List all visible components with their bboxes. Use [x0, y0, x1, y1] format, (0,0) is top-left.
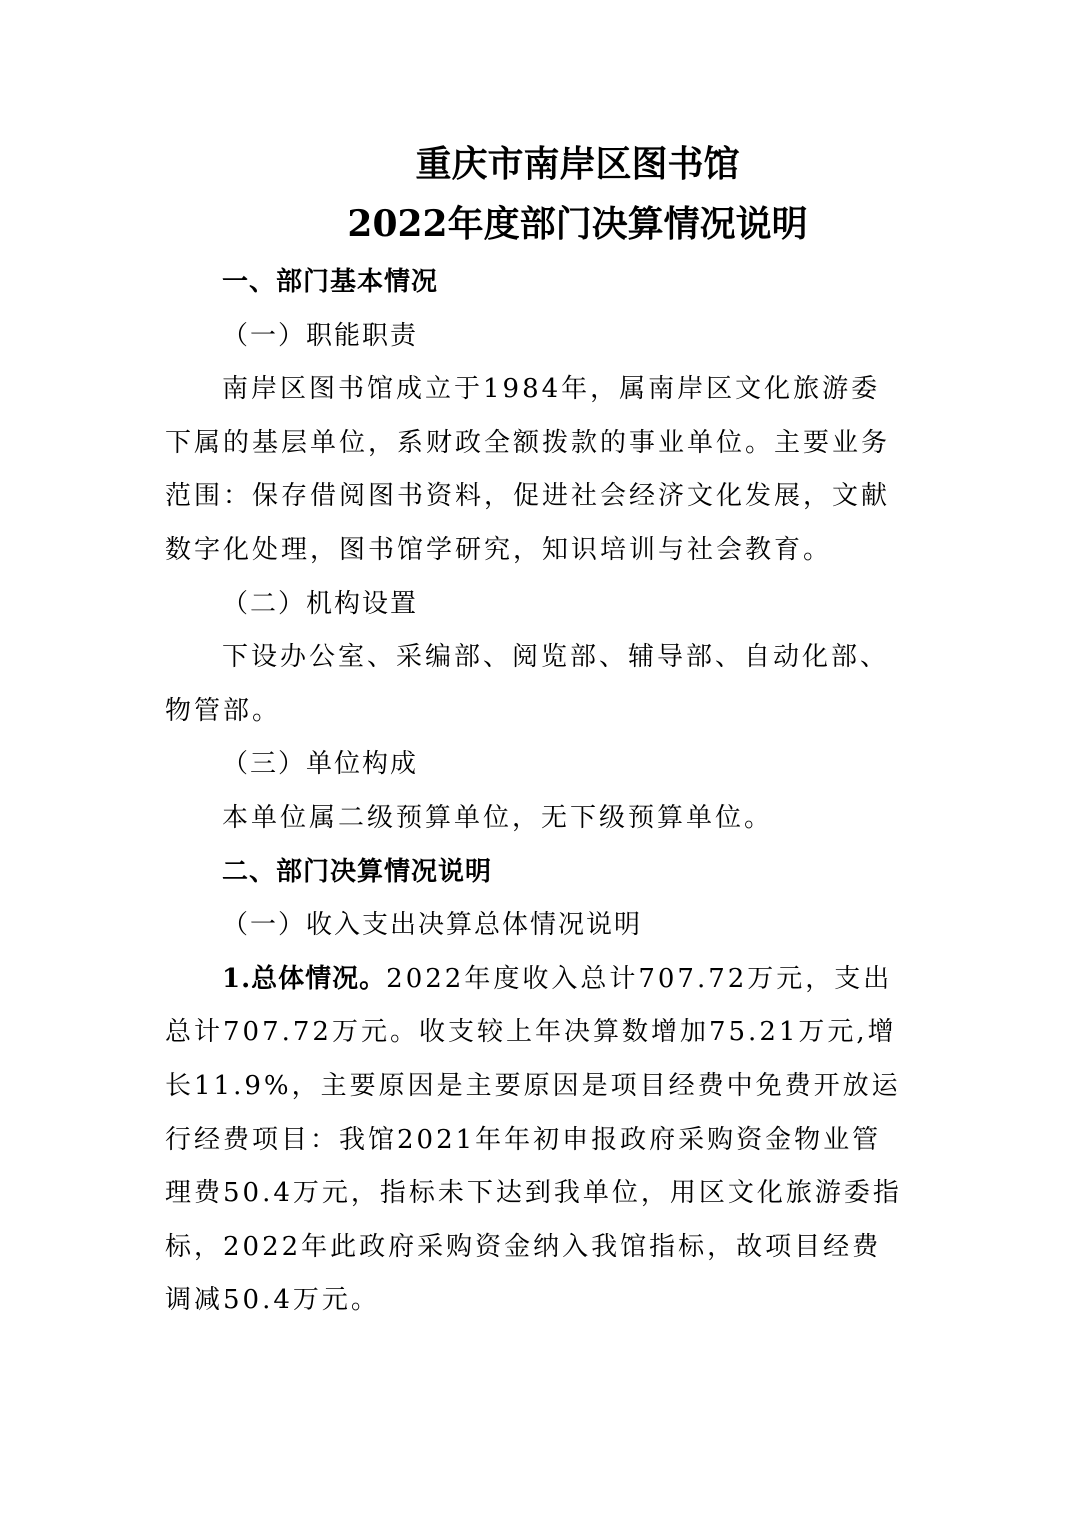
document-title-line1: 重庆市南岸区图书馆 [415, 143, 740, 185]
sub2-heading: （二）机构设置 [222, 588, 419, 619]
sub3-paragraph: 本单位属二级预算单位，无下级预算单位。 [222, 802, 774, 833]
overall-paragraph [165, 953, 905, 1328]
section1-heading: 一、部门基本情况 [222, 267, 439, 297]
section2-heading: 二、部门决算情况说明 [222, 856, 493, 887]
sub3-heading: （三）单位构成 [222, 749, 419, 780]
document-body [165, 256, 905, 1328]
document-title-line2: 2022年度部门决算情况说明 [347, 203, 808, 245]
overall-lead: 1.总体情况。 [222, 963, 387, 994]
sub1-heading: （一）职能职责 [222, 320, 419, 351]
sec2-sub1-heading: （一）收入支出决算总体情况说明 [222, 910, 643, 941]
overall-text: 2022年度收入总计707.72万元，支出总计707.72万元。收支较上年决算数增加75.21万元,增长11.9%，主要原因是主要原因是项目经费中免费开放运行经费项目：我馆2021年年初申报政府采购资金物业管理费50.4万元，指标未下达到我单位，用区文化旅游委指标，2022年此政府采购资金纳入我馆指标，故项目经费调减50.4万元。 [165, 963, 902, 1316]
sub1-paragraph: 南岸区图书馆成立于1984年，属南岸区文化旅游委下属的基层单位，系财政全额拨款的事业单位。主要业务范围：保存借阅图书资料，促进社会经济文化发展，文献数字化处理，图书馆学研究，知识培训与社会教育。 [165, 374, 891, 565]
sub2-paragraph: 下设办公室、采编部、阅览部、辅导部、自动化部、物管部。 [165, 642, 890, 726]
